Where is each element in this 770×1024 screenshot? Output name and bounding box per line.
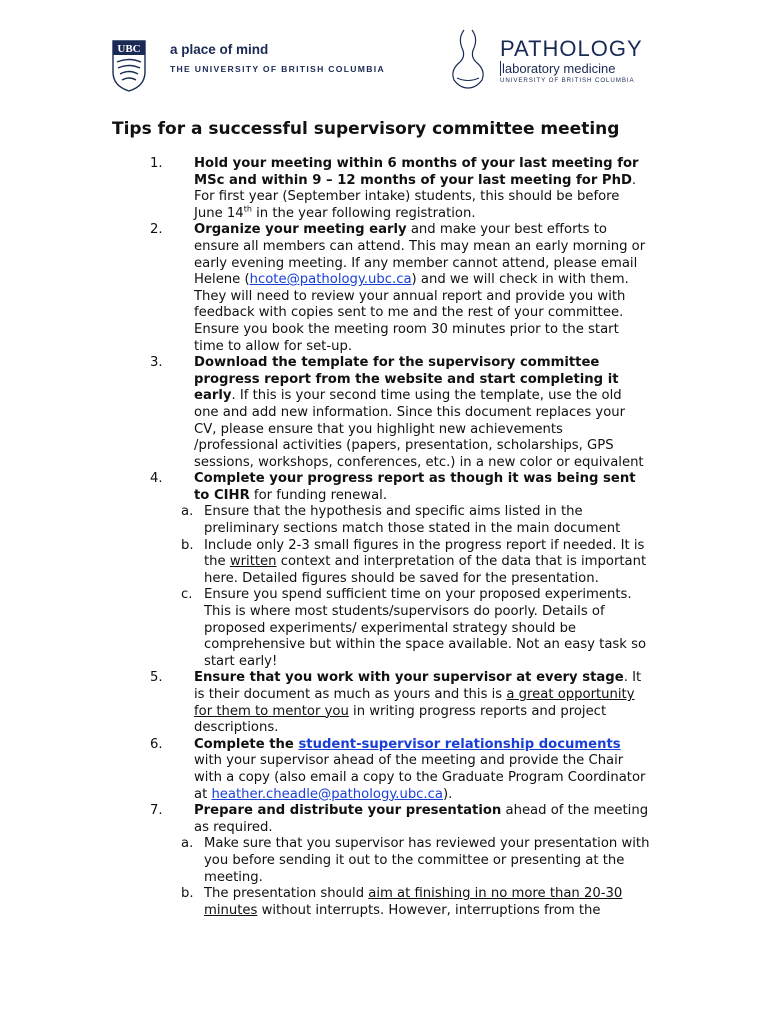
ubc-tagline: a place of mind [170, 42, 269, 57]
email-link-heather[interactable]: heather.cheadle@pathology.ubc.ca [211, 786, 443, 802]
list-item [0, 803, 650, 836]
ubc-university-name: THE UNIVERSITY OF BRITISH COLUMBIA [170, 64, 385, 74]
item-text: in the year following registration. [251, 205, 476, 221]
ubc-crest-logo [112, 40, 146, 92]
sub-item-text: Ensure you spend sufficient time on your proposed experiments. This is where most students/supervisors do poorly. Details of proposed experiments/ experimental strategy should be comprehensive but within the space available. Not an easy task so start early! [204, 587, 647, 669]
item-heading: Prepare and distribute your presentation [194, 803, 502, 819]
sub-list-item [0, 886, 650, 919]
item-heading: Download the template for the supervisory committee progress report from the website and start completing it early [194, 355, 619, 404]
item-text: . If this is your second time using the template, use the old one and add new information. Since this document replaces your CV, please ensure that you highlight new achievements /professional activities (papers, presentation, scholarships, GPS sessions, workshops, conferences, etc.) in a new color or equivalent [194, 388, 644, 470]
item-heading: Complete the [194, 736, 299, 752]
sub-item-text: without interrupts. However, interruptions from the [257, 902, 601, 918]
item-text: ahead of the meeting as required. [194, 803, 649, 835]
list-item [0, 156, 650, 222]
email-link-helene[interactable]: hcote@pathology.ubc.ca [249, 272, 412, 288]
item-text: ) and we will check in with them. They will need to review your annual report and provide you with feedback with copies sent to me and the rest of your committee. Ensure you book the meeting room 30 minutes prior to the start time to allow for set-up. [194, 272, 629, 354]
sub-item-text: The presentation should [204, 886, 369, 902]
item-text: in writing progress reports and project descriptions. [194, 703, 607, 736]
item-heading: Ensure that you work with your supervisor at every stage [194, 670, 624, 686]
item-text: ). [442, 786, 453, 802]
item-text: . For first year (September intake) students, this should be before June 14 [194, 172, 637, 221]
letterhead [0, 0, 770, 110]
item-number: 1. [150, 156, 163, 171]
item-number: 6. [150, 736, 163, 752]
underlined-text: a great opportunity for them to mentor you [194, 687, 635, 719]
list-item [0, 670, 650, 736]
item-text: with your supervisor ahead of the meeting and provide the Chair with a copy (also email a copy to the Graduate Program Coordinator at [194, 753, 646, 802]
item-heading: Organize your meeting early [194, 222, 407, 238]
item-number: 5. [150, 670, 163, 686]
item-number: 3. [150, 355, 163, 371]
sub-list-item [0, 587, 650, 670]
sub-item-letter: a. [181, 836, 194, 852]
item-number: 7. [150, 803, 163, 819]
underlined-text: aim at finishing in no more than 20-30 minutes [204, 886, 623, 918]
sub-list-item [0, 538, 650, 588]
item-heading: Complete your progress report as though it was being sent to CIHR [194, 471, 636, 503]
list-item [0, 355, 650, 471]
pathology-subtitle: laboratory medicine [500, 61, 643, 76]
item-number: 4. [150, 471, 163, 487]
list-item [0, 471, 650, 504]
underlined-text: written [229, 554, 277, 570]
item-text: for funding renewal. [249, 487, 388, 503]
sub-item-text: Include only 2-3 small figures in the progress report if needed. It is the [204, 537, 645, 570]
tips-list [0, 156, 770, 919]
item-text: . It is their document as much as yours and this is [194, 670, 642, 702]
item-number: 2. [150, 222, 163, 238]
ordinal-suffix: th [243, 204, 252, 214]
sub-item-letter: b. [181, 886, 194, 902]
sub-item-text: Make sure that you supervisor has reviewed your presentation with you before sending it out to the committee or presenting at the meeting. [204, 836, 650, 885]
sub-list-item [0, 504, 650, 537]
sub-item-letter: a. [181, 504, 194, 520]
sub-item-text: Ensure that the hypothesis and specific aims listed in the preliminary sections match those stated in the main document [204, 504, 621, 537]
list-item [0, 737, 650, 803]
item-text: and make your best efforts to ensure all members can attend. This may mean an early morning or early evening meeting. If any member cannot attend, please email Helene ( [194, 222, 646, 288]
list-item [0, 222, 650, 355]
sub-item-text: context and interpretation of the data that is important here. Detailed figures should be saved for the presentation. [204, 554, 647, 586]
pathology-university: UNIVERSITY OF BRITISH COLUMBIA [500, 77, 635, 84]
item-heading: Hold your meeting within 6 months of your last meeting for MSc and within 9 – 12 months of your last meeting for PhD [194, 156, 639, 188]
ubc-badge-text: UBC [117, 43, 141, 55]
sub-item-letter: b. [181, 537, 194, 553]
sub-item-letter: c. [181, 587, 193, 603]
pathology-title: PATHOLOGY [500, 36, 643, 61]
pathology-flask-logo [448, 28, 488, 90]
sub-list-item [0, 836, 650, 886]
relationship-documents-link[interactable]: student-supervisor relationship documents [298, 736, 621, 752]
page-title: Tips for a successful supervisory committee meeting [112, 119, 620, 139]
